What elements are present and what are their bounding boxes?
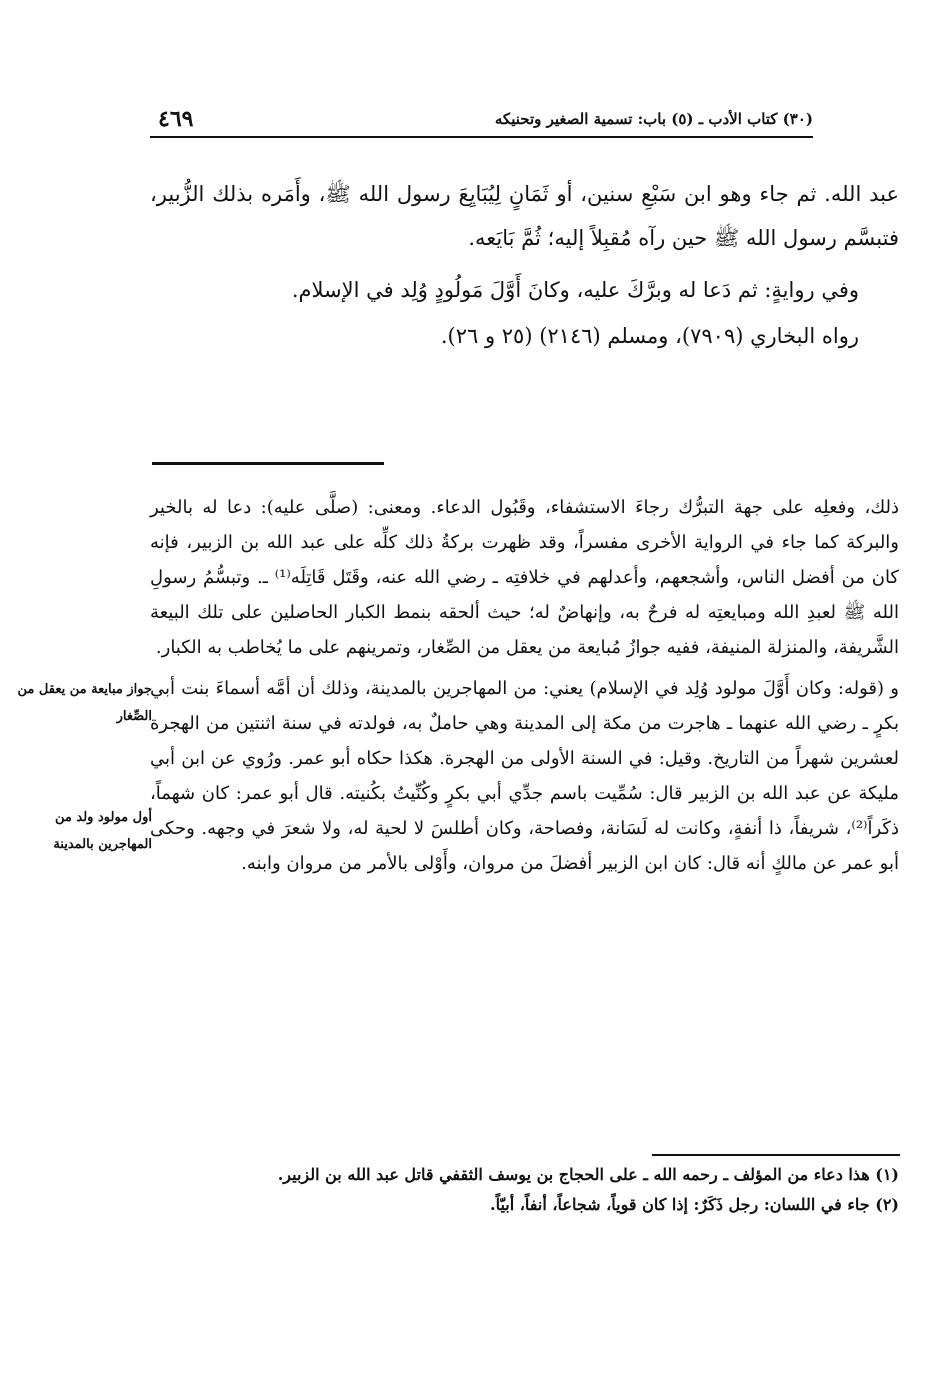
page-header [150, 106, 813, 136]
commentary-paragraph: ذلك، وفعلِه على جهة التبرُّك رجاءَ الاستشفاء، وقَبُول الدعاء. ومعنى: (صلَّى عليه): دعا له بالخير والبركة كما جاء في الرواية الأخرى مفسراً، وقد ظهرت بركةُ ذلك كلِّه على عبد الله بن الزبير، فإنه كان من أفضل الناس، وأشجعهم، وأعدلهم في خلافتِه ـ رضي الله عنه، وقَتَل قَاتِلَه⁽¹⁾ ـ. وتبسُّمُ رسولِ الله ﷺ لعبدِ الله ومبايعتِه له فرحٌ به، وإنهاضٌ له؛ حيث ألحقه بنمط الكبار الحاصلين على تلك البيعة الشَّريفة، والمنزلة المنيفة، ففيه جوازُ مُبايعة من يعقل من الصِّغار، وتمرينهم على ما يُخاطب به الكبار. [150, 497, 899, 658]
page-number: ٤٦٩ [158, 106, 194, 132]
commentary-paragraph: و (قوله: وكان أَوَّلَ مولود وُلِد في الإسلام) يعني: من المهاجرين بالمدينة، وذلك أن أمَّه أسماءَ بنت أبي بكرٍ ـ رضي الله عنهما ـ هاجرت من مكة إلى المدينة وهي حاملٌ به، فولدته في سنة اثنتين من الهجرة لعشرين شهراً من التاريخ. وقيل: في السنة الأولى من الهجرة. هكذا حكاه أبو عمر. ورُوي عن ابن أبي مليكة عن عبد الله بن الزبير قال: سُمِّيت باسم جدِّي أبي بكرٍ وكُنِّيتُ بكُنيته. قال أبو عمر: كان شهماً، ذكَراً⁽²⁾، شريفاً، ذا أنفةٍ، وكانت له لَسَانة، وفصاحة، وكان أطلسَ لا لحية له، ولا شعرَ في وجهه. وحكى أبو عمر عن مالكٍ أنه قال: كان ابن الزبير أفضلَ من مروان، وأَوْلى بالأمر من مروان وابنه. [150, 678, 899, 874]
footnote: (٢) جاء في اللسان: رجل ذَكَرٌ: إذا كان قوياً، شجاعاً، أنفاً، أبيّاً. [490, 1195, 899, 1214]
hadith-paragraph: وفي روايةٍ: ثم دَعا له وبرَّكَ عليه، وكانَ أَوَّلَ مَولُودٍ وُلِد في الإسلام. [291, 278, 859, 302]
margin-note: أول مولود ولد من المهاجرين بالمدينة [53, 810, 152, 852]
commentary-text [150, 490, 899, 881]
margin-note: جواز مبايعة من يعقل من الصِّغار [17, 682, 152, 724]
running-title: (٣٠) كتاب الأدب ـ (٥) باب: تسمية الصغير وتحنيكه [494, 110, 813, 128]
hadith-text [150, 172, 899, 358]
hadith-citation: رواه البخاري (٧٩٠٩)، ومسلم (٢١٤٦) (٢٥ و ٢٦). [440, 324, 859, 348]
footnote: (١) هذا دعاء من المؤلف ـ رحمه الله ـ على الحجاج بن يوسف الثقفي قاتل عبد الله بن الزبير. [277, 1165, 899, 1184]
footnote-separator [652, 1154, 900, 1156]
section-separator [152, 462, 384, 465]
header-rule [150, 136, 813, 138]
hadith-paragraph: عبد الله. ثم جاء وهو ابن سَبْعِ سنين، أو ثَمَانٍ لِيُبَايِعَ رسول الله ﷺ، وأَمَره بذلك الزُّبير، فتبسَّم رسول الله ﷺ حين رآه مُقبِلاً إليه؛ ثُمَّ بَايَعه. [150, 182, 899, 250]
footnotes [150, 1160, 899, 1220]
